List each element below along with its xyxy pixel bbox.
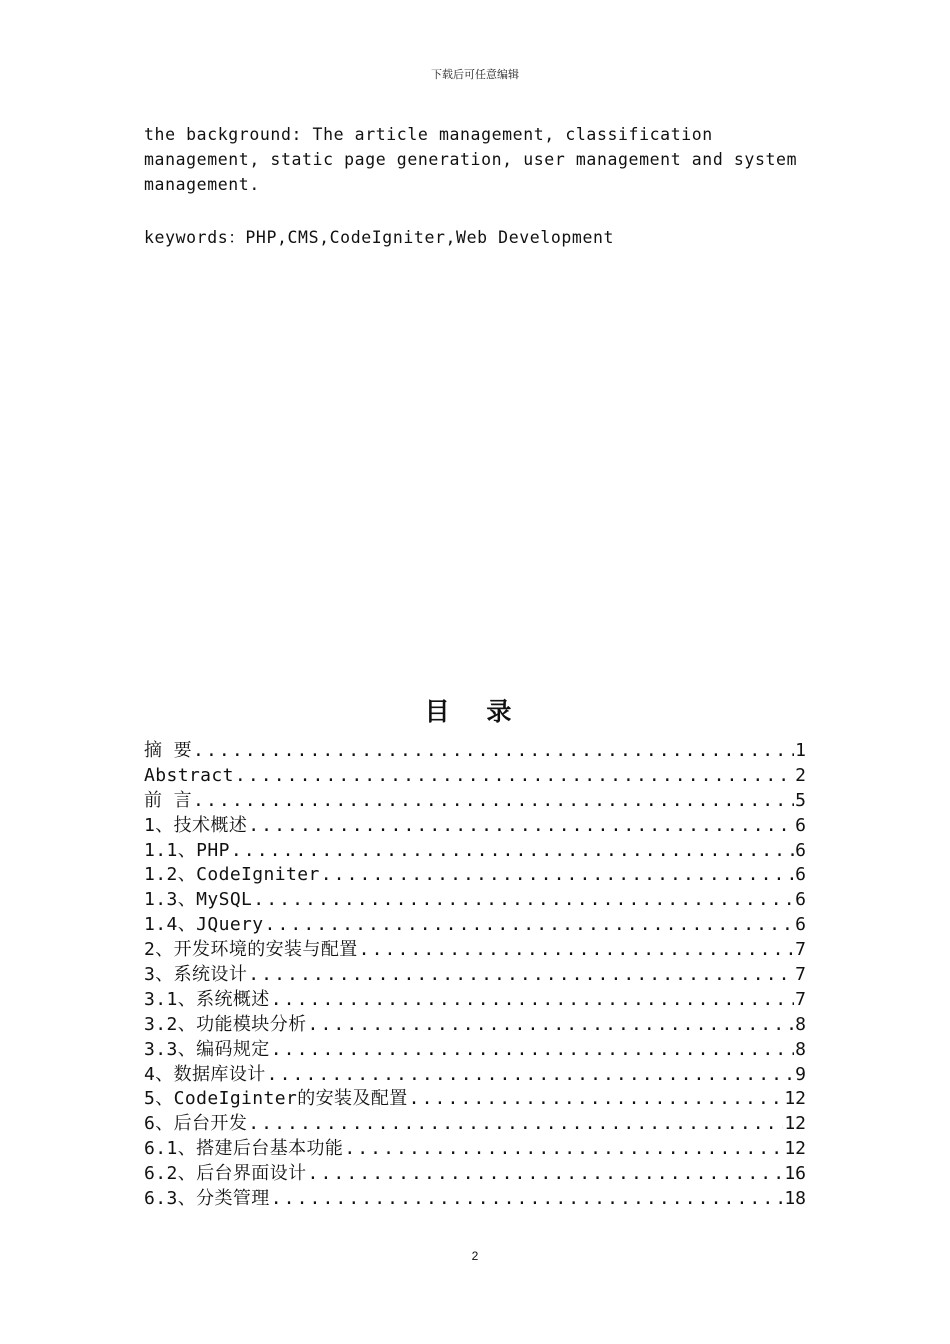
toc-entry[interactable] bbox=[144, 938, 806, 963]
page-number: 2 bbox=[471, 1249, 479, 1263]
toc-entry[interactable] bbox=[144, 789, 806, 814]
toc-entry-page: 16 bbox=[784, 1163, 806, 1185]
toc-entry[interactable] bbox=[144, 1137, 806, 1162]
toc-entry-page: 8 bbox=[795, 1038, 806, 1060]
toc-entry[interactable] bbox=[144, 1112, 806, 1137]
toc-entry-label: 摘 要 bbox=[144, 740, 193, 761]
toc-entry-page: 12 bbox=[784, 1138, 806, 1160]
toc-entry-label: 6.2、后台界面设计 bbox=[144, 1163, 307, 1185]
toc-entry[interactable] bbox=[144, 739, 806, 764]
toc-entry[interactable] bbox=[144, 988, 806, 1013]
toc-entry-page: 6 bbox=[795, 864, 806, 886]
toc-dot-leader bbox=[344, 1137, 783, 1162]
toc-entry-label: 1.3、MySQL bbox=[144, 889, 253, 911]
toc-dot-leader bbox=[308, 1013, 795, 1038]
toc-dot-leader bbox=[231, 839, 794, 864]
toc-entry-label: 1、技术概述 bbox=[144, 814, 248, 836]
toc-entry[interactable] bbox=[144, 863, 806, 888]
toc-entry-page: 6 bbox=[795, 889, 806, 911]
toc-entry[interactable] bbox=[144, 839, 806, 864]
toc-entry-label: 2、开发环境的安装与配置 bbox=[144, 939, 358, 961]
toc-entry-page: 7 bbox=[795, 964, 806, 986]
toc-entry[interactable] bbox=[144, 1187, 806, 1212]
toc-dot-leader bbox=[265, 913, 795, 938]
abstract-line: management, static page generation, user management and system bbox=[144, 150, 798, 169]
toc-entry-label: 3.3、编码规定 bbox=[144, 1038, 270, 1060]
toc-entry[interactable] bbox=[144, 1087, 806, 1112]
toc-entry-page: 7 bbox=[795, 939, 806, 961]
toc-dot-leader bbox=[267, 1063, 795, 1088]
toc-entry-page: 6 bbox=[795, 814, 806, 836]
toc-entry[interactable] bbox=[144, 1038, 806, 1063]
keywords-line: keywords：PHP,CMS,CodeIgniter,Web Development bbox=[144, 228, 615, 247]
toc-entry-label: 1.2、CodeIgniter bbox=[144, 864, 320, 886]
toc-entry-label: 6、后台开发 bbox=[144, 1113, 248, 1135]
toc-dot-leader bbox=[248, 963, 794, 988]
toc-entry-label: 4、数据库设计 bbox=[144, 1063, 266, 1085]
toc-entry-label: 3、系统设计 bbox=[144, 964, 248, 986]
toc-dot-leader bbox=[235, 764, 794, 789]
toc-dot-leader bbox=[248, 814, 794, 839]
abstract-line: the background: The article management, classification bbox=[144, 125, 713, 144]
toc-entry-label: 3.2、功能模块分析 bbox=[144, 1013, 307, 1035]
toc-dot-leader bbox=[308, 1162, 784, 1187]
toc-entry-label: 6.3、分类管理 bbox=[144, 1188, 270, 1210]
toc-dot-leader bbox=[271, 1038, 794, 1063]
toc-dot-leader bbox=[321, 863, 794, 888]
toc-title: 目 录 bbox=[424, 697, 526, 726]
abstract-line: management. bbox=[144, 175, 260, 194]
toc-entry-page: 1 bbox=[795, 740, 806, 761]
toc-dot-leader bbox=[271, 988, 794, 1013]
toc-entry[interactable] bbox=[144, 1013, 806, 1038]
toc-dot-leader bbox=[248, 1112, 783, 1137]
toc-entry-page: 7 bbox=[795, 988, 806, 1010]
table-of-contents bbox=[144, 739, 806, 1212]
toc-entry-page: 12 bbox=[784, 1113, 806, 1135]
toc-dot-leader bbox=[253, 888, 794, 913]
toc-entry-page: 9 bbox=[795, 1063, 806, 1085]
toc-entry-label: 1.1、PHP bbox=[144, 839, 230, 861]
toc-dot-leader bbox=[271, 1187, 784, 1212]
toc-entry[interactable] bbox=[144, 814, 806, 839]
toc-dot-leader bbox=[409, 1087, 784, 1112]
toc-entry[interactable] bbox=[144, 963, 806, 988]
toc-entry[interactable] bbox=[144, 1162, 806, 1187]
toc-entry-label: 3.1、系统概述 bbox=[144, 988, 270, 1010]
toc-entry-page: 18 bbox=[784, 1188, 806, 1210]
toc-entry-label: Abstract bbox=[144, 764, 234, 786]
toc-dot-leader bbox=[193, 789, 794, 814]
toc-entry-page: 6 bbox=[795, 914, 806, 936]
toc-entry-page: 2 bbox=[795, 764, 806, 786]
abstract-text bbox=[144, 122, 824, 197]
toc-entry-page: 8 bbox=[795, 1013, 806, 1035]
toc-entry-label: 1.4、JQuery bbox=[144, 914, 264, 936]
toc-entry-page: 5 bbox=[795, 789, 806, 811]
toc-entry[interactable] bbox=[144, 913, 806, 938]
toc-dot-leader bbox=[193, 739, 794, 764]
toc-entry-label: 5、CodeIginter的安装及配置 bbox=[144, 1088, 408, 1110]
toc-entry-label: 前 言 bbox=[144, 789, 193, 811]
toc-entry-page: 12 bbox=[784, 1088, 806, 1110]
header-note: 下载后可任意编辑 bbox=[431, 68, 519, 81]
toc-entry-label: 6.1、搭建后台基本功能 bbox=[144, 1138, 344, 1160]
toc-entry-page: 6 bbox=[795, 839, 806, 861]
toc-dot-leader bbox=[359, 938, 795, 963]
toc-entry[interactable] bbox=[144, 888, 806, 913]
toc-entry[interactable] bbox=[144, 764, 806, 789]
toc-entry[interactable] bbox=[144, 1063, 806, 1088]
